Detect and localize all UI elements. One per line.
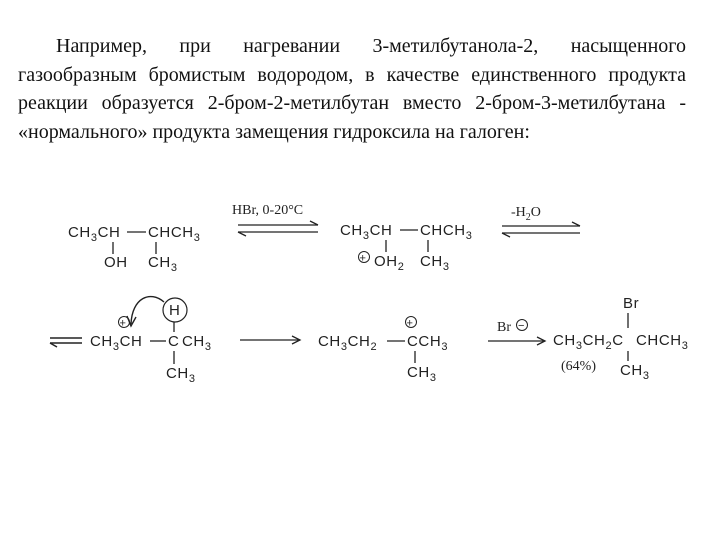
- hydride-shift-arrow: [131, 297, 164, 324]
- reactant-oh: OH: [104, 254, 128, 271]
- oxonium-left-fragment: $CH_3CH$: [340, 222, 393, 242]
- oxonium-structure: [340, 222, 472, 273]
- svg-text:+: +: [406, 317, 413, 330]
- oxonium-right-fragment: $CHCH_3$: [420, 222, 473, 242]
- reactant-structure: [68, 224, 200, 274]
- equilibrium-arrow-1: [232, 203, 318, 236]
- svg-text:+: +: [119, 317, 126, 330]
- product-structure: [553, 295, 688, 382]
- secondary-cation: [90, 297, 212, 385]
- arrow1-label: HBr, 0-20°C: [232, 203, 304, 218]
- oxonium-oh2: $OH_2$: [374, 253, 405, 273]
- cation1-center-carbon: C: [168, 333, 180, 350]
- bromide-reagent: Br: [497, 320, 511, 335]
- hydride-label: H: [169, 302, 181, 319]
- arrow2-label: $-H_2O$: [511, 205, 541, 223]
- product-right-fragment: $CHCH_3$: [636, 332, 689, 352]
- reactant-left-fragment: $CH_3CH$: [68, 224, 121, 244]
- paragraph-text: Например, при нагревании 3-метилбутанола-2, насыщенного газообразным бромистым водородом, в качестве единственного продукта реакции образуется 2-бром-2-метилбутан вместо 2-бром-3-метилбутана - «нормального» продукта замещения гидроксила на галоген:: [18, 35, 686, 143]
- reactant-ch3: $CH_3$: [148, 254, 178, 274]
- forward-arrow: [240, 336, 300, 344]
- product-yield: (64%): [561, 359, 596, 374]
- reactant-right-fragment: $CHCH_3$: [148, 224, 201, 244]
- product-ch3: $CH_3$: [620, 362, 650, 382]
- oxonium-ch3: $CH_3$: [420, 253, 450, 273]
- cation1-ch3: $CH_3$: [166, 365, 196, 385]
- cation1-right-fragment: $CH_3$: [182, 333, 212, 353]
- cation2-left-fragment: $CH_3CH_2$: [318, 333, 378, 353]
- cation2-ch3: $CH_3$: [407, 364, 437, 384]
- equilibrium-arrow-2: [502, 205, 580, 237]
- svg-text:−: −: [518, 320, 525, 332]
- product-br: Br: [623, 295, 640, 312]
- cation2-right-fragment: $CCH_3$: [407, 333, 449, 353]
- equilibrium-arrow-3: [50, 338, 82, 347]
- bromide-arrow: [488, 320, 545, 346]
- tertiary-cation: [318, 317, 448, 385]
- product-left-fragment: $CH_3CH_2C$: [553, 332, 624, 352]
- svg-text:+: +: [359, 252, 366, 265]
- cation1-left-fragment: $CH_3CH$: [90, 333, 143, 353]
